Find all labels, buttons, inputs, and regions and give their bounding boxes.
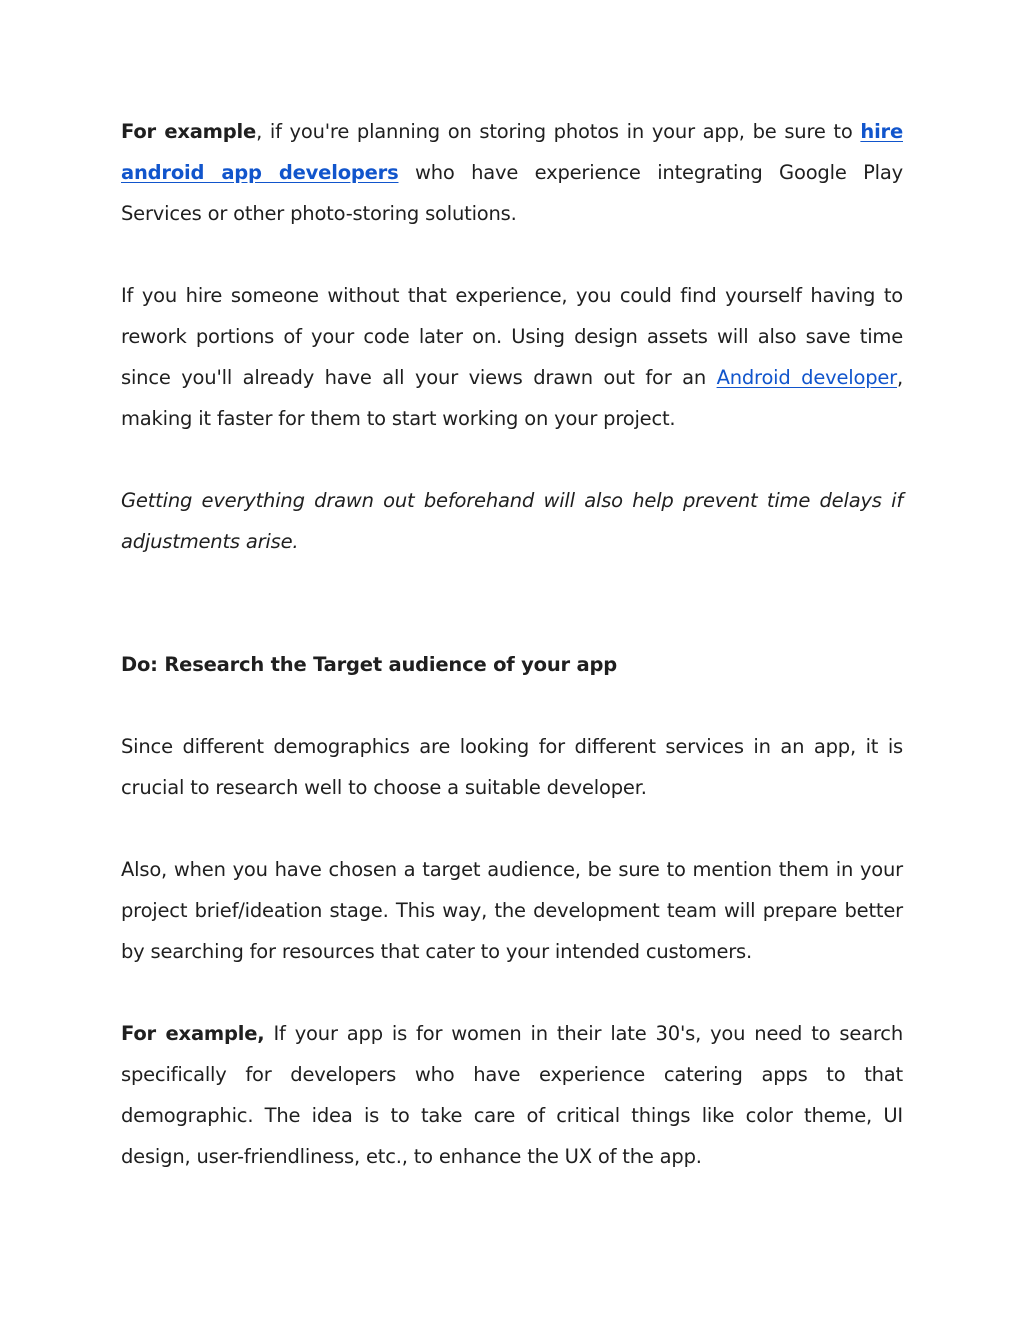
document-page: [121, 111, 903, 1177]
paragraph-photo-storage: [121, 111, 903, 234]
paragraph-target-audience: Also, when you have chosen a target audience, be sure to mention them in your project brief/ideation stage. This way, the development team will prepare better by searching for resources that cater to your intended customers.: [121, 858, 903, 963]
paragraph-experience: [121, 275, 903, 439]
paragraph-italic-note: [121, 480, 903, 562]
paragraph-text: If you hire someone without that experience, you could find yourself having to rework portions of your code later on. Using design assets will also save time since you'll already have all your views drawn out for an: [121, 284, 903, 389]
paragraph-demographics: Since different demographics are looking for different services in an app, it is crucial to research well to choose a suitable developer.: [121, 735, 903, 799]
hire-android-developers-link[interactable]: hire android app developers: [121, 120, 903, 184]
android-developer-link[interactable]: Android developer: [716, 366, 897, 389]
paragraph-text: , making it faster for them to start working on your project.: [121, 366, 903, 430]
paragraph-text: , if you're planning on storing photos in your app, be sure to: [256, 120, 861, 143]
paragraph-text: who have experience integrating Google Play Services or other photo-storing solutions.: [121, 161, 903, 225]
bold-lead-for-example: For example: [121, 120, 257, 143]
italic-text: Getting everything drawn out beforehand will also help prevent time delays if adjustments arise.: [121, 489, 903, 553]
bold-lead-for-example: For example,: [121, 1022, 265, 1045]
section-heading: Do: Research the Target audience of your app: [121, 653, 618, 676]
paragraph-example-women: [121, 1013, 903, 1177]
paragraph-text: If your app is for women in their late 30's, you need to search specifically for developers who have experience catering apps to that demographic. The idea is to take care of critical things like color theme, UI design, user-friendliness, etc., to enhance the UX of the app.: [121, 1022, 903, 1168]
